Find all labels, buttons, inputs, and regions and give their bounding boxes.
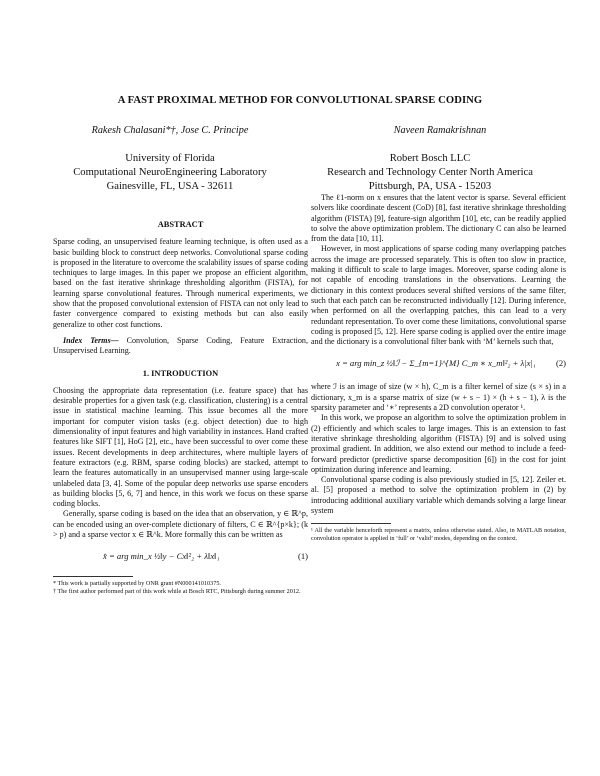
body-paragraph: where ℐ is an image of size (w × h), C_m is a filter kernel of size (s × s) in a dictionary, x_m is a sparse matrix of size (w + s − 1) × (h + s − 1), λ is the sparsity parameter and ‘∗’ represents a 2D convolution operator ¹. <box>311 382 566 413</box>
equation-2 <box>311 352 566 376</box>
equation-1 <box>53 545 308 569</box>
index-terms-label: Index Terms— <box>63 335 119 345</box>
paper-title: A FAST PROXIMAL METHOD FOR CONVOLUTIONAL SPARSE CODING <box>117 95 483 106</box>
affiliation-line: Research and Technology Center North America <box>327 167 533 178</box>
footnotes-right <box>311 527 566 543</box>
left-column <box>53 216 308 596</box>
authors-right: Naveen Ramakrishnan <box>393 125 487 136</box>
footnotes-left <box>53 580 308 596</box>
index-terms <box>53 336 308 357</box>
affiliation-line: Gainesville, FL, USA - 32611 <box>106 181 234 192</box>
body-paragraph: The ℓ1-norm on x ensures that the latent vector is sparse. Several efficient solvers like coordinate descent (CoD) [8], fast iterative shrinkage thresholding algorithm (FISTA) [9], feature-sign algorithm [10], etc, can be readily applied to solve the above optimization problem. The dictionary C can also be learned from the data [10, 11]. <box>311 193 566 244</box>
affiliation-line: University of Florida <box>125 153 215 164</box>
body-paragraph: However, in most applications of sparse coding many overlapping patches across the image are processed separately. This is often too slow in practice, making it difficult to scale to large images. Moreover, sparse coding alone is not capable of encoding translations in the observations. Learning the dictionary in this context produces several shifted versions of the same filter, such that each patch can be reconstructed individually [12]. During inference, when performed on all the overlapping patches, this can lead to a very redundant representation. To over come these limitations, convolutional sparse coding is proposed [5, 12]. Here sparse coding is applied over the entire image and the dictionary is a convolutional filter bank with ‘M’ kernels such that, <box>311 244 566 347</box>
equation-body: x = arg min_z ½‖ℐ − Σ_{m=1}^{M} C_m ∗ x_m‖²₂ + λ|x|₁ <box>336 358 536 369</box>
footnote-rule <box>53 576 133 577</box>
equation-body: x̂ = arg min_x ½‖y − Cx‖²₂ + λ‖x‖₁ <box>103 551 220 562</box>
right-column <box>311 193 566 543</box>
abstract-text: Sparse coding, an unsupervised feature learning technique, is often used as a basic building block to construct deep networks. Convolutional sparse coding is proposed in the literature to overcome the scalability issues of sparse coding techniques to large images. In this paper we propose an efficient algorithm, based on the fast iterative shrinkage thresholding algorithm (FISTA), for learning sparse convolutional features. Through numerical experiments, we show that the proposed convolutional extension of FISTA can not only lead to faster convergence compared to existing methods but can also easily generalize to other cost functions. <box>53 237 308 329</box>
equation-number: (2) <box>555 358 566 369</box>
footnote: * This work is partially supported by ONR grant #N000141010375. <box>53 580 221 588</box>
index-terms-text: Convolution, Sparse Coding, Feature Extraction, Unsupervised Learning. <box>53 335 309 356</box>
footnote: † The first author performed part of this work while at Bosch RTC, Pittsburgh during summer 2012. <box>53 588 301 596</box>
affiliation-line: Robert Bosch LLC <box>389 153 471 164</box>
intro-heading: 1. INTRODUCTION <box>142 368 219 378</box>
affiliation-right <box>300 152 560 194</box>
footnote: ¹ All the variable henceforth represent a matrix, unless otherwise stated. Also, in MATLAB notation, convolution operator is applied in ‘full’ or ‘valid’ modes, depending on the context. <box>311 527 566 543</box>
intro-paragraph: Generally, sparse coding is based on the idea that an observation, y ∈ ℝ^p, can be encoded using an over-complete dictionary of filters, C ∈ ℝ^{p×k}; (k > p) and a sparse vector x ∈ ℝ^k. More formally this can be written as <box>53 509 308 540</box>
affiliation-line: Computational NeuroEngineering Laboratory <box>73 167 267 178</box>
affiliation-line: Pittsburgh, PA, USA - 15203 <box>368 181 492 192</box>
authors-left: Rakesh Chalasani*†, Jose C. Principe <box>91 125 249 136</box>
equation-number: (1) <box>297 551 308 562</box>
body-paragraph: Convolutional sparse coding is also previously studied in [5, 12]. Zeiler et. al. [5] proposed a method to solve the optimization problem in (2) by introducing additional auxiliary variable which demands solving a large linear system <box>311 475 566 516</box>
body-paragraph: In this work, we propose an algorithm to solve the optimization problem in (2) efficiently and which scales to large images. This is an extension to fast iterative shrinkage thresholding algorithm (FISTA) [9] and is solved using proximal gradient. In addition, we also extend our method to include a feed-forward predictor (predictive sparse decomposition [6]) in the cost for joint optimization during inference and learning. <box>311 413 566 474</box>
abstract-heading: ABSTRACT <box>157 220 204 229</box>
intro-paragraph: Choosing the appropriate data representation (i.e. feature space) that has desirable properties for a given task (e.g. classification, clustering) is a central issue in statistical machine learning. This issue becomes all the more important for computer vision tasks (e.g. object detection) due to high dimensionality of input features and high variability in instances. Hand crafted features like SIFT [1], HoG [2], etc., have been successful to over come these issues. Recent developments in deep architectures, where multiple layers of feature extractors (e.g. RBM, sparse coding blocks) are stacked, attempt to learn the features automatically in an unsupervised manner using large-scale unlabeled data [3, 4]. Some of the popular deep networks use sparse encoders as building blocks [5, 6, 7] and hence, in this work we focus on these sparse coding blocks. <box>53 385 308 509</box>
footnote-rule <box>311 523 391 524</box>
affiliation-left <box>40 152 300 194</box>
